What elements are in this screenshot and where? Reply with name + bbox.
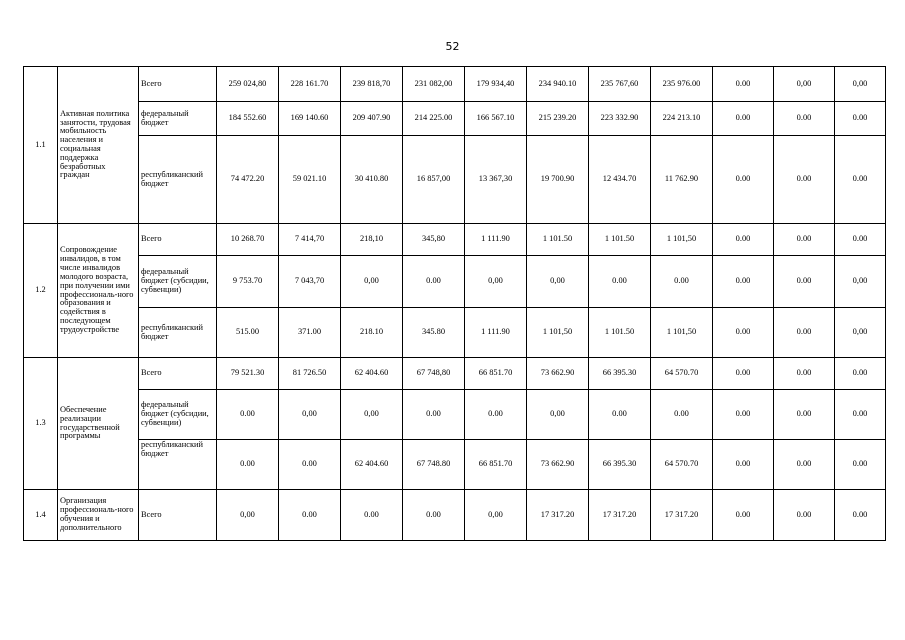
- amount-cell: 0.00: [774, 102, 835, 136]
- amount-cell: 79 521.30: [217, 358, 279, 390]
- amount-cell: 0.00: [835, 490, 886, 541]
- amount-cell: 0.00: [465, 390, 527, 440]
- amount-cell: 11 762.90: [651, 136, 713, 224]
- amount-cell: 0.00: [651, 390, 713, 440]
- amount-cell: 64 570.70: [651, 358, 713, 390]
- funding-source: федеральный бюджет: [139, 102, 217, 136]
- amount-cell: 17 317.20: [651, 490, 713, 541]
- amount-cell: 1 101.50: [589, 224, 651, 256]
- item-number: 1.1: [24, 67, 58, 224]
- amount-cell: 0.00: [589, 256, 651, 308]
- amount-cell: 0,00: [341, 390, 403, 440]
- amount-cell: 0.00: [713, 102, 774, 136]
- funding-source: Всего: [139, 490, 217, 541]
- amount-cell: 0,00: [279, 390, 341, 440]
- amount-cell: 0,00: [527, 390, 589, 440]
- funding-source: федеральный бюджет (субсидии, субвенции): [139, 390, 217, 440]
- amount-cell: 215 239.20: [527, 102, 589, 136]
- amount-cell: 228 161.70: [279, 67, 341, 102]
- amount-cell: 0.00: [713, 490, 774, 541]
- amount-cell: 0.00: [774, 440, 835, 490]
- amount-cell: 0,00: [465, 256, 527, 308]
- amount-cell: 218,10: [341, 224, 403, 256]
- amount-cell: 0.00: [651, 256, 713, 308]
- amount-cell: 235 976.00: [651, 67, 713, 102]
- funding-source: республиканский бюджет: [139, 440, 217, 490]
- amount-cell: 0.00: [774, 358, 835, 390]
- amount-cell: 371.00: [279, 308, 341, 358]
- table-row: [24, 256, 886, 308]
- amount-cell: 1 101.50: [527, 224, 589, 256]
- amount-cell: 66 851.70: [465, 358, 527, 390]
- amount-cell: 0,00: [341, 256, 403, 308]
- amount-cell: 223 332.90: [589, 102, 651, 136]
- funding-source: республиканский бюджет: [139, 136, 217, 224]
- item-name: Сопровождение инвалидов, в том числе инвалидов молодого возраста, при получении ими профессиональ-ного образования и содействия в последующем трудоустройстве: [58, 224, 139, 358]
- funding-source: Всего: [139, 224, 217, 256]
- amount-cell: 30 410.80: [341, 136, 403, 224]
- amount-cell: 0.00: [835, 440, 886, 490]
- amount-cell: 0.00: [713, 390, 774, 440]
- amount-cell: 345,80: [403, 224, 465, 256]
- item-number: 1.3: [24, 358, 58, 490]
- page-number: 52: [445, 40, 460, 53]
- amount-cell: 1 101,50: [651, 308, 713, 358]
- amount-cell: 1 101,50: [651, 224, 713, 256]
- amount-cell: 0.00: [713, 224, 774, 256]
- amount-cell: 0,00: [835, 256, 886, 308]
- amount-cell: 0.00: [279, 490, 341, 541]
- amount-cell: 515.00: [217, 308, 279, 358]
- amount-cell: 224 213.10: [651, 102, 713, 136]
- amount-cell: 0.00: [835, 102, 886, 136]
- amount-cell: 0.00: [713, 358, 774, 390]
- table-row: [24, 390, 886, 440]
- table-row: [24, 490, 886, 541]
- amount-cell: 66 395.30: [589, 440, 651, 490]
- amount-cell: 12 434.70: [589, 136, 651, 224]
- table-row: [24, 67, 886, 102]
- amount-cell: 0.00: [341, 490, 403, 541]
- amount-cell: 259 024,80: [217, 67, 279, 102]
- amount-cell: 184 552.60: [217, 102, 279, 136]
- item-name: Активная политика занятости, трудовая мобильность населения и социальная поддержка безработных граждан: [58, 67, 139, 224]
- funding-source: республиканский бюджет: [139, 308, 217, 358]
- amount-cell: 0.00: [713, 67, 774, 102]
- amount-cell: 7 043,70: [279, 256, 341, 308]
- amount-cell: 169 140.60: [279, 102, 341, 136]
- amount-cell: 214 225.00: [403, 102, 465, 136]
- amount-cell: 0,00: [835, 67, 886, 102]
- amount-cell: 234 940.10: [527, 67, 589, 102]
- table-row: [24, 136, 886, 224]
- funding-source: Всего: [139, 358, 217, 390]
- table-row: [24, 224, 886, 256]
- amount-cell: 59 021.10: [279, 136, 341, 224]
- amount-cell: 17 317.20: [527, 490, 589, 541]
- amount-cell: 0,00: [217, 490, 279, 541]
- amount-cell: 19 700.90: [527, 136, 589, 224]
- amount-cell: 0.00: [217, 440, 279, 490]
- table-row: [24, 308, 886, 358]
- amount-cell: 67 748,80: [403, 358, 465, 390]
- amount-cell: 0.00: [774, 256, 835, 308]
- amount-cell: 0.00: [835, 358, 886, 390]
- amount-cell: 0.00: [713, 308, 774, 358]
- amount-cell: 218.10: [341, 308, 403, 358]
- amount-cell: 66 395.30: [589, 358, 651, 390]
- funding-source: Всего: [139, 67, 217, 102]
- amount-cell: 0,00: [774, 67, 835, 102]
- amount-cell: 0.00: [403, 256, 465, 308]
- table-row: [24, 102, 886, 136]
- amount-cell: 0.00: [774, 490, 835, 541]
- amount-cell: 1 111.90: [465, 224, 527, 256]
- amount-cell: 0.00: [713, 136, 774, 224]
- amount-cell: 64 570.70: [651, 440, 713, 490]
- amount-cell: 73 662.90: [527, 440, 589, 490]
- amount-cell: 67 748.80: [403, 440, 465, 490]
- amount-cell: 166 567.10: [465, 102, 527, 136]
- amount-cell: 10 268.70: [217, 224, 279, 256]
- amount-cell: 0.00: [279, 440, 341, 490]
- funding-source: федеральный бюджет (субсидии, субвенции): [139, 256, 217, 308]
- amount-cell: 0,00: [527, 256, 589, 308]
- amount-cell: 0.00: [835, 136, 886, 224]
- item-number: 1.4: [24, 490, 58, 541]
- amount-cell: 1 101.50: [589, 308, 651, 358]
- amount-cell: 0.00: [835, 224, 886, 256]
- amount-cell: 235 767,60: [589, 67, 651, 102]
- amount-cell: 0.00: [403, 490, 465, 541]
- item-name: Обеспечение реализации государственной программы: [58, 358, 139, 490]
- amount-cell: 66 851.70: [465, 440, 527, 490]
- amount-cell: 17 317.20: [589, 490, 651, 541]
- amount-cell: 0,00: [835, 308, 886, 358]
- amount-cell: 62 404.60: [341, 358, 403, 390]
- amount-cell: 0.00: [403, 390, 465, 440]
- table-row: [24, 440, 886, 490]
- amount-cell: 74 472.20: [217, 136, 279, 224]
- amount-cell: 13 367,30: [465, 136, 527, 224]
- amount-cell: 62 404.60: [341, 440, 403, 490]
- amount-cell: 345.80: [403, 308, 465, 358]
- amount-cell: 73 662.90: [527, 358, 589, 390]
- amount-cell: 1 111.90: [465, 308, 527, 358]
- amount-cell: 7 414,70: [279, 224, 341, 256]
- amount-cell: 231 082,00: [403, 67, 465, 102]
- amount-cell: 179 934,40: [465, 67, 527, 102]
- amount-cell: 9 753.70: [217, 256, 279, 308]
- amount-cell: 81 726.50: [279, 358, 341, 390]
- amount-cell: 16 857,00: [403, 136, 465, 224]
- amount-cell: 0.00: [835, 390, 886, 440]
- budget-table: [23, 66, 886, 541]
- amount-cell: 0.00: [774, 308, 835, 358]
- amount-cell: 0.00: [589, 390, 651, 440]
- item-number: 1.2: [24, 224, 58, 358]
- amount-cell: 0.00: [774, 136, 835, 224]
- amount-cell: 0.00: [774, 224, 835, 256]
- amount-cell: 0.00: [217, 390, 279, 440]
- item-name: Организация профессиональ-ного обучения и дополнительного: [58, 490, 139, 541]
- amount-cell: 239 818,70: [341, 67, 403, 102]
- table-row: [24, 358, 886, 390]
- amount-cell: 209 407.90: [341, 102, 403, 136]
- amount-cell: 0,00: [465, 490, 527, 541]
- amount-cell: 0.00: [713, 256, 774, 308]
- amount-cell: 0.00: [774, 390, 835, 440]
- amount-cell: 1 101,50: [527, 308, 589, 358]
- amount-cell: 0.00: [713, 440, 774, 490]
